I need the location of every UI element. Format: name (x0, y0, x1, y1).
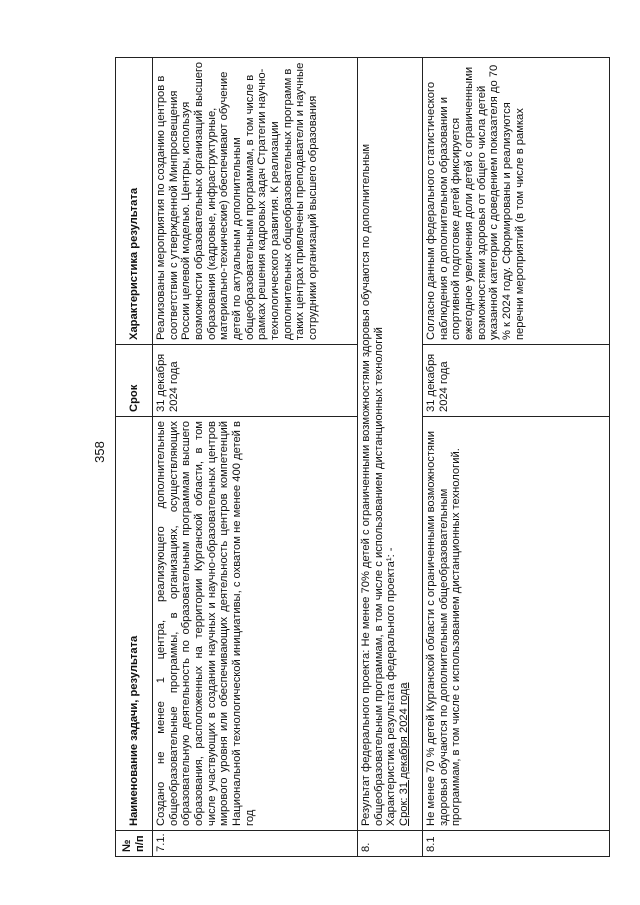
characteristic-cell: Согласно данным федерального статистического наблюдения о дополнительном образовании и спортивной подготовке детей фиксируется ежегодное увеличения доли детей с ограниченными возможностями здоровья от общего числа детей указанной категории с доведением показателя до 70 % к 2024 году. Сформированы и реализуются перечни мероприятий (в том числе в рамках (423, 58, 610, 345)
task-name-cell: Не менее 70 % детей Курганской области с ограниченными возможностями здоровья обучаются по дополнительным общеобразовательным программам, в том числе с использованием дистанционных технологий. (423, 417, 610, 831)
table-row (358, 58, 423, 857)
row-number: 8. (358, 831, 423, 857)
federal-result-term: Срок: 31 декабря 2024 года (397, 682, 410, 826)
table-header-row (116, 58, 153, 857)
row-number: 7.1. (153, 831, 358, 857)
page-number: 358 (92, 441, 107, 463)
header-term: Срок (116, 345, 153, 417)
header-characteristic: Характеристика результата (116, 58, 153, 345)
federal-result-text: Результат федерального проекта: Не менее 70% детей с ограниченными возможностями здоровья обучаются по дополнительным общеобразовательным программам, в том числе с использованием дистанционных технологий (360, 143, 385, 826)
row-number: 8.1 (423, 831, 610, 857)
document-table-region (115, 57, 610, 857)
header-task: Наименование задачи, результата (116, 417, 153, 831)
term-cell: 31 декабря 2024 года (153, 345, 358, 417)
table-row (423, 58, 610, 857)
header-num: № п/п (116, 831, 153, 857)
task-name-cell: Создано не менее 1 центра, реализующего дополнительные общеобразовательные программы, в организациях, осуществляющих образовательную деятельность по образовательным программам высшего образования, расположенных на территории Курганской области, в том числе участвующих в создании научных и научно-образовательных центров мирового уровня или обеспечивающих деятельность центров компетенций Национальной технологической инициативы, с охватом не менее 400 детей в год (153, 417, 358, 831)
table-row (153, 58, 358, 857)
results-table (115, 57, 610, 857)
federal-result-characteristic: Характеристика результата федерального проекта¹: - (385, 547, 398, 826)
term-cell: 31 декабря 2024 года (423, 345, 610, 417)
characteristic-cell: Реализованы мероприятия по созданию центров в соответствии с утвержденной Минпросвещения России целевой моделью. Центры, используя возможности образовательных организаций высшего образования (кадровые, инфраструктурные, материально-технические) обеспечивают обучение детей по актуальным дополнительным общеобразовательным программам, в том числе в рамках решения кадровых задач Стратегии научно-технологического развития. К реализации дополнительных общеобразовательных программ в таких центрах привлечены преподаватели и научные сотрудники организаций высшего образования (153, 58, 358, 345)
rotated-table-container (115, 57, 610, 857)
federal-result-cell (358, 58, 423, 831)
